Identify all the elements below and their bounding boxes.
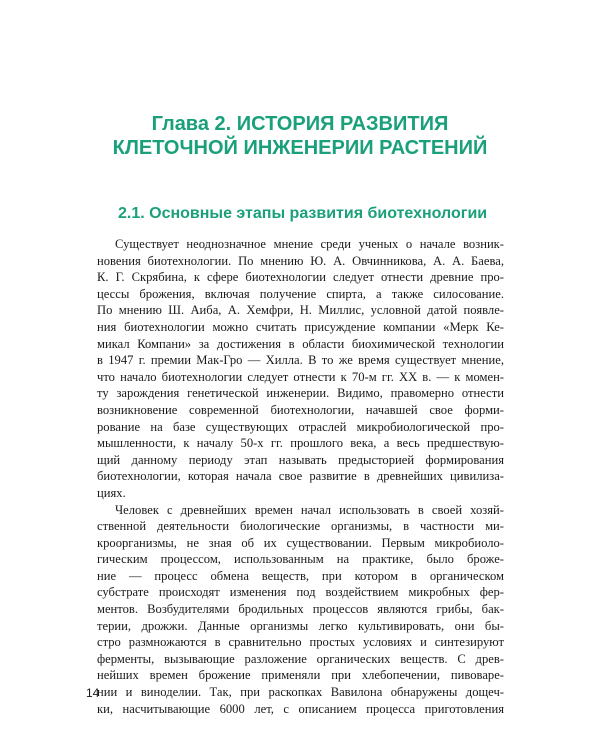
- text-line: новения биотехнологии. По мнению Ю. А. Овчинникова, А. А. Баева,: [97, 253, 504, 268]
- text-line: ментов. Возбудителями бродильных процессов являются грибы, бак-: [97, 602, 504, 617]
- text-line: что начало биотехнологии следует отнести к 70-м гг. XX в. — к момен-: [97, 369, 504, 384]
- text-line: Существует неоднозначное мнение среди ученых о начале возник-: [115, 237, 504, 251]
- text-line: мышленности, к началу 50-х гг. прошлого века, а весь предшествую-: [97, 436, 504, 451]
- text-line: циях.: [97, 485, 126, 500]
- text-line: По мнению Ш. Аиба, А. Хемфри, Н. Миллис, условной датой появле-: [97, 303, 504, 318]
- text-line: Человек с древнейших времен начал использовать в своей хозяй-: [115, 502, 504, 517]
- text-line: гическим процессом, использованным на практике, было броже-: [97, 552, 504, 567]
- text-line: щий данному периоду этап называть предысторией формирования: [97, 452, 504, 467]
- text-line: микал Компани» за достижения в области биохимической технологии: [97, 336, 504, 351]
- page-number: 14: [86, 686, 100, 700]
- chapter-title-line-2: КЛЕТОЧНОЙ ИНЖЕНЕРИИ РАСТЕНИЙ: [112, 137, 488, 159]
- section-title: 2.1. Основные этапы развития биотехнологии: [118, 205, 488, 222]
- body-text: [97, 236, 504, 717]
- text-line: ние — процесс обмена веществ, при котором в органическом: [97, 568, 504, 583]
- text-line: в 1947 г. премии Мак-Гро — Хилла. В то же время существует мнение,: [97, 353, 504, 368]
- text-line: стро размножаются в сравнительно простых условиях и синтезируют: [97, 635, 504, 650]
- text-line: ту зарождения генетической инженерии. Видимо, правомерно отнести: [97, 386, 504, 401]
- text-line: ния биотехнологии можно считать присуждение компании «Мерк Ке-: [97, 319, 504, 334]
- text-line: нейших времен брожение применяли при хлебопечении, пивоваре-: [97, 668, 504, 683]
- text-line: К. Г. Скрябина, к сфере биотехнологии следует отнести древние про-: [97, 270, 504, 285]
- text-line: ственной деятельности биологические организмы, в частности ми-: [97, 519, 504, 534]
- text-line: рование на базе существующих отраслей микробиологической про-: [97, 419, 504, 434]
- paragraph-1: [97, 236, 504, 502]
- text-line: нии и виноделии. Так, при раскопках Вавилона обнаружены дощеч-: [97, 685, 504, 700]
- paragraph-2: [97, 502, 504, 718]
- text-line: биотехнологии, которая начала свое развитие в древнейших цивилиза-: [97, 469, 504, 484]
- text-line: возникновение современной биотехнологии, начавшей свое форми-: [97, 402, 504, 417]
- chapter-title: [0, 112, 600, 160]
- text-line: субстрате происходят изменения под воздействием микробных фер-: [97, 585, 504, 600]
- text-line: цессы брожения, включая получение спирта, а также силосование.: [97, 286, 504, 301]
- chapter-title-line-1: Глава 2. ИСТОРИЯ РАЗВИТИЯ: [151, 113, 449, 135]
- text-line: терии, дрожжи. Данные организмы легко культивировать, они бы-: [97, 618, 504, 633]
- text-line: ки, насчитывающие 6000 лет, с описанием процесса приготовления: [97, 701, 504, 716]
- text-line: ферменты, вызывающие разложение органических веществ. С древ-: [97, 651, 504, 666]
- text-line: кроорганизмы, не зная об их существовании. Первым микробиоло-: [97, 535, 504, 550]
